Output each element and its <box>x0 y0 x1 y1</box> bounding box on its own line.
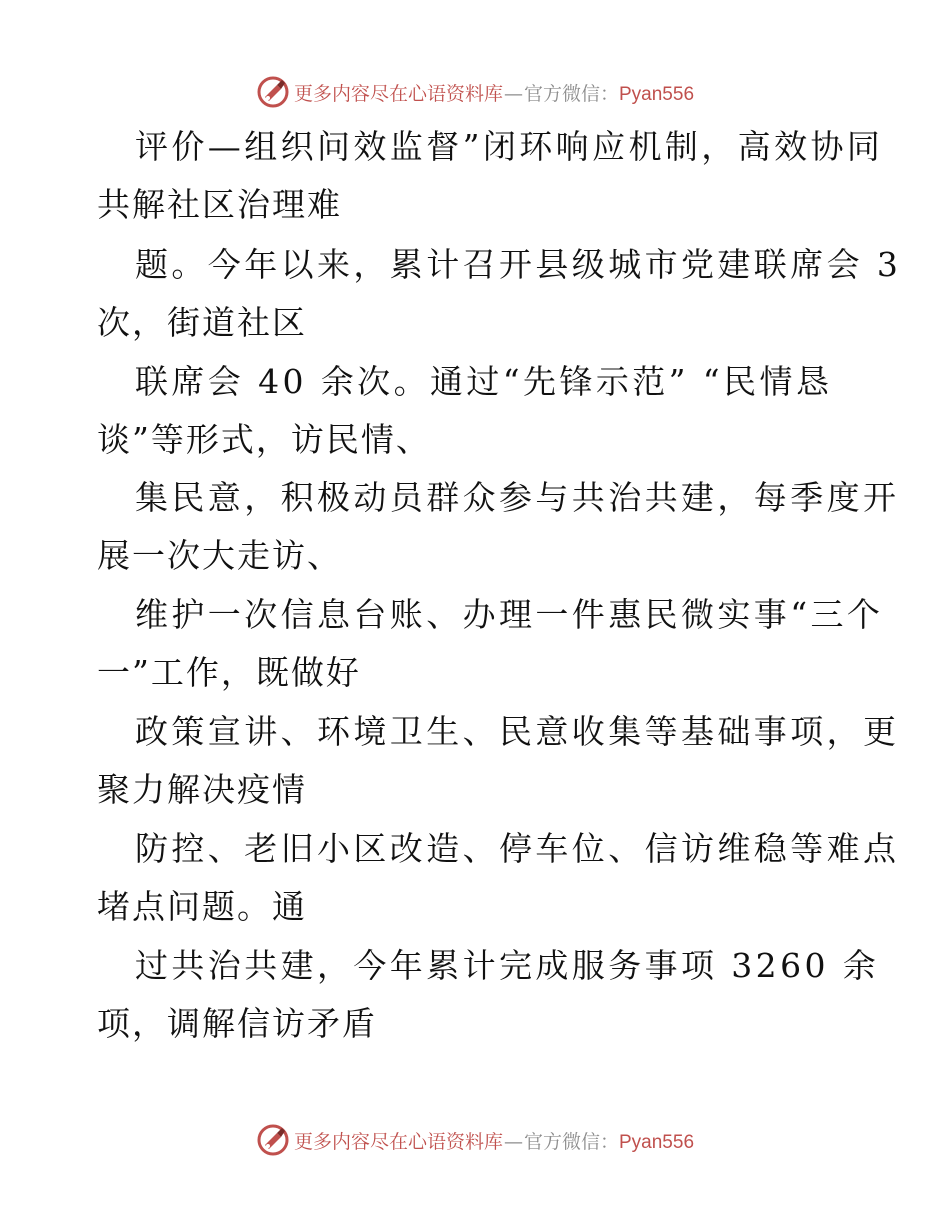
pen-nib-logo-icon <box>256 75 290 109</box>
footer-main-text: 更多内容尽在心语资料库 <box>293 1130 503 1153</box>
paragraph-3 <box>97 353 857 469</box>
header-banner <box>0 72 950 112</box>
paragraph-line: 展一次大走访、 <box>97 536 342 575</box>
paragraph-line: 谈”等形式，访民情、 <box>97 420 431 459</box>
footer-banner-text <box>294 1127 694 1154</box>
header-main-text: 更多内容尽在心语资料库 <box>293 82 503 105</box>
paragraph-line: 题。今年以来，累计召开县级城市党建联席会 3 <box>135 245 902 284</box>
header-wechat-label: 官方微信： <box>523 82 619 105</box>
header-banner-text <box>294 79 694 106</box>
paragraph-line: 次，街道社区 <box>97 303 307 342</box>
paragraph-line: 政策宣讲、环境卫生、民意收集等基础事项，更 <box>135 712 900 751</box>
paragraph-5 <box>97 586 884 702</box>
footer-wechat-id: Pyan556 <box>619 1131 695 1153</box>
paragraph-4 <box>97 469 900 585</box>
pen-nib-logo-icon <box>256 1123 290 1157</box>
paragraph-line: 一”工作，既做好 <box>97 653 361 692</box>
paragraph-6 <box>97 703 900 819</box>
header-dash: — <box>503 82 523 105</box>
footer-wechat-label: 官方微信： <box>523 1130 619 1153</box>
footer-banner <box>0 1120 950 1160</box>
paragraph-1 <box>97 118 884 234</box>
paragraph-line: 过共治共建，今年累计完成服务事项 3260 余 <box>135 946 880 985</box>
paragraph-7 <box>97 820 900 936</box>
paragraph-line: 维护一次信息台账、办理一件惠民微实事“三个 <box>135 595 884 634</box>
paragraph-line: 联席会 40 余次。通过“先锋示范” “民情恳 <box>135 362 833 401</box>
paragraph-line: 聚力解决疫情 <box>97 770 307 809</box>
paragraph-8 <box>97 937 880 1053</box>
paragraph-line: 集民意，积极动员群众参与共治共建，每季度开 <box>135 478 900 517</box>
paragraph-line: 项，调解信访矛盾 <box>97 1004 377 1043</box>
paragraph-line: 评价—组织问效监督”闭环响应机制，高效协同 <box>135 127 884 166</box>
paragraph-line: 堵点问题。通 <box>97 887 307 926</box>
paragraph-line: 共解社区治理难 <box>97 185 342 224</box>
paragraph-line: 防控、老旧小区改造、停车位、信访维稳等难点 <box>135 829 900 868</box>
footer-dash: — <box>503 1130 523 1153</box>
paragraph-2 <box>97 236 902 352</box>
header-wechat-id: Pyan556 <box>619 83 695 105</box>
